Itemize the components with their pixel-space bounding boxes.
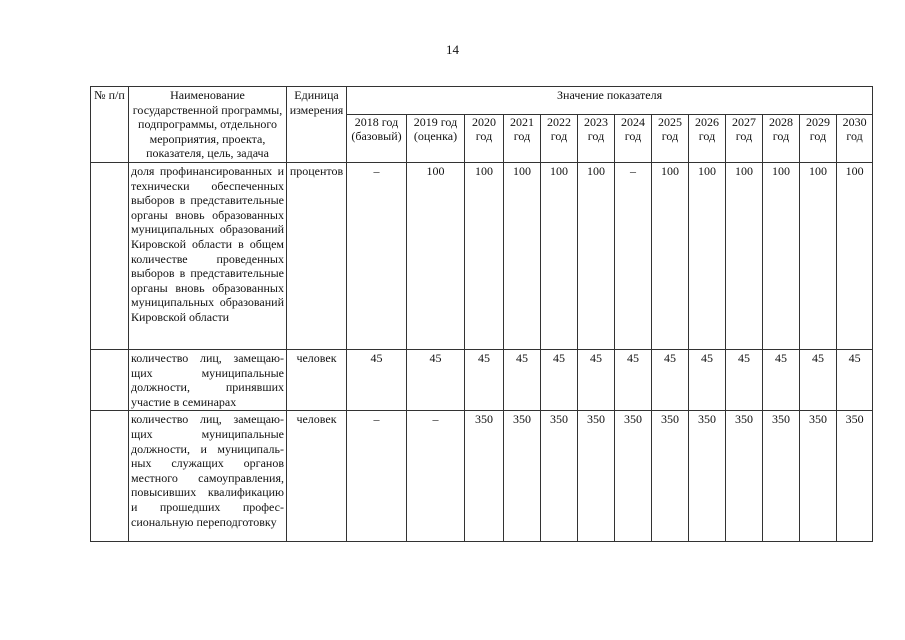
header-year: 2018 год (базовый) [347, 115, 407, 163]
row-value: 350 [578, 411, 615, 542]
row-value: 45 [615, 349, 652, 410]
row-name: количество лиц, замещающих муниципальные должности, принявших участие в семинарах [129, 349, 287, 410]
row-value: 350 [800, 411, 837, 542]
row-unit: процентов [287, 162, 347, 349]
row-value: – [347, 162, 407, 349]
header-year: 2019 год (оценка) [407, 115, 465, 163]
row-unit: человек [287, 411, 347, 542]
row-value: 350 [504, 411, 541, 542]
header-row-1 [91, 87, 873, 115]
header-year: 2030 год [837, 115, 873, 163]
row-value: 45 [652, 349, 689, 410]
table-row [91, 349, 873, 410]
row-value: 100 [726, 162, 763, 349]
row-value: 45 [800, 349, 837, 410]
table-row [91, 411, 873, 542]
header-year: 2029 год [800, 115, 837, 163]
header-year: 2024 год [615, 115, 652, 163]
header-year: 2022 год [541, 115, 578, 163]
row-value: – [407, 411, 465, 542]
row-value: 45 [465, 349, 504, 410]
row-value: 350 [541, 411, 578, 542]
row-value: 350 [465, 411, 504, 542]
row-value: 350 [689, 411, 726, 542]
header-year: 2027 год [726, 115, 763, 163]
row-value: 350 [726, 411, 763, 542]
row-value: 45 [726, 349, 763, 410]
row-name: доля профинансированных и технически обеспеченных выборов в представительные органы вновь образованных муниципальных образований Кировской области в общем количестве проведенных выборов в представительные органы вновь образованных муниципальных образований Кировской области [129, 162, 287, 349]
header-year: 2020 год [465, 115, 504, 163]
table-row [91, 162, 873, 349]
row-num [91, 411, 129, 542]
header-name: Наименование государственной программы, подпрограммы, отдельного мероприятия, проекта, показателя, цель, задача [129, 87, 287, 163]
row-value: 350 [652, 411, 689, 542]
header-value-group: Значение показателя [347, 87, 873, 115]
row-value: 45 [689, 349, 726, 410]
indicators-table [90, 86, 873, 542]
header-year: 2026 год [689, 115, 726, 163]
row-value: – [347, 411, 407, 542]
row-unit: человек [287, 349, 347, 410]
page-number: 14 [446, 42, 459, 57]
row-value: 100 [652, 162, 689, 349]
row-value: 100 [837, 162, 873, 349]
header-num: № п/п [91, 87, 129, 163]
row-value: 45 [837, 349, 873, 410]
header-year: 2025 год [652, 115, 689, 163]
row-value: 45 [407, 349, 465, 410]
row-value: 350 [615, 411, 652, 542]
header-unit: Единица измерения [287, 87, 347, 163]
row-value: – [615, 162, 652, 349]
row-num [91, 349, 129, 410]
row-value: 100 [689, 162, 726, 349]
row-value: 45 [504, 349, 541, 410]
header-year: 2021 год [504, 115, 541, 163]
row-value: 100 [800, 162, 837, 349]
row-value: 100 [504, 162, 541, 349]
row-value: 100 [541, 162, 578, 349]
row-name: количество лиц, замещающих муниципальные должности, и муниципальных служащих органов местного самоуправления, повысивших квалификацию и прошедших профессиональную переподготовку [129, 411, 287, 542]
row-num [91, 162, 129, 349]
row-value: 350 [837, 411, 873, 542]
row-value: 100 [407, 162, 465, 349]
row-value: 45 [763, 349, 800, 410]
header-year: 2023 год [578, 115, 615, 163]
row-value: 100 [465, 162, 504, 349]
row-value: 100 [763, 162, 800, 349]
row-value: 45 [578, 349, 615, 410]
row-value: 100 [578, 162, 615, 349]
row-value: 45 [541, 349, 578, 410]
header-year: 2028 год [763, 115, 800, 163]
row-value: 45 [347, 349, 407, 410]
row-value: 350 [763, 411, 800, 542]
